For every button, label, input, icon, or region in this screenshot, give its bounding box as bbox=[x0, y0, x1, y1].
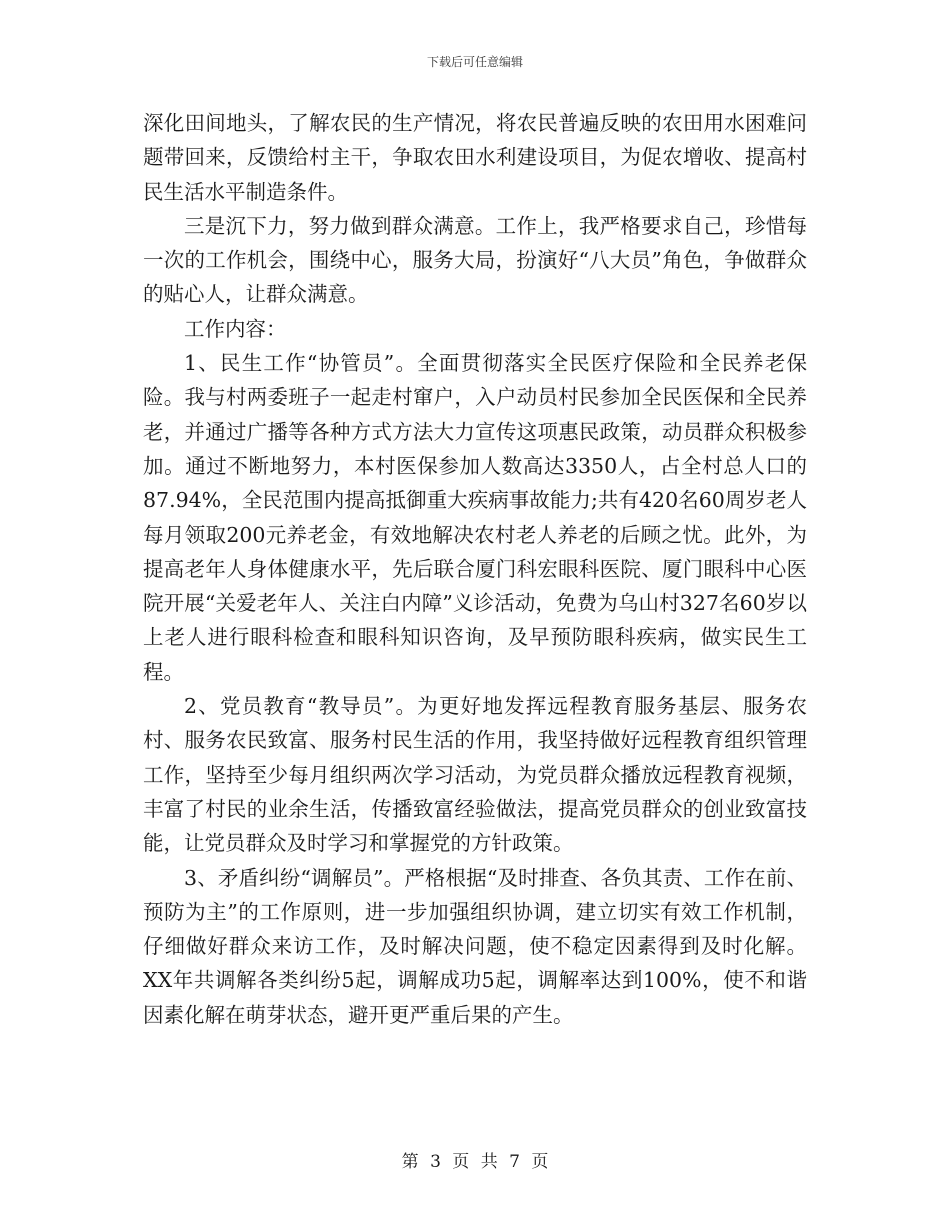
paragraph: 深化田间地头，了解农民的生产情况，将农民普遍反映的农田用水困难问题带回来，反馈给村主干，争取农田水利建设项目，为促农增收、提高村民生活水平制造条件。 bbox=[143, 111, 807, 204]
page-number-footer: 第 3 页 共 7 页 bbox=[401, 1152, 549, 1172]
paragraph: 3、矛盾纠纷“调解员”。严格根据“及时排查、各负其责、工作在前、预防为主”的工作原则，进一步加强组织协调，建立切实有效工作机制，仔细做好群众来访工作，及时解决问题，使不稳定因素得到及时化解。XX年共调解各类纠纷5起，调解成功5起，调解率达到100%，使不和谐因素化解在萌芽状态，避开更严重后果的产生。 bbox=[143, 865, 807, 1027]
paragraph: 1、民生工作“协管员”。全面贯彻落实全民医疗保险和全民养老保险。我与村两委班子一起走村窜户，入户动员村民参加全民医保和全民养老，并通过广播等各种方式方法大力宣传这项惠民政策，动员群众积极参加。通过不断地努力，本村医保参加人数高达3350人，占全村总人口的87.94%，全民范围内提高抵御重大疾病事故能力;共有420名60周岁老人每月领取200元养老金，有效地解决农村老人养老的后顾之忧。此外，为提高老年人身体健康水平，先后联合厦门科宏眼科医院、厦门眼科中心医院开展“关爱老年人、关注白内障”义诊活动，免费为乌山村327名60岁以上老人进行眼科检查和眼科知识咨询，及早预防眼科疾病，做实民生工程。 bbox=[143, 351, 807, 684]
document-body bbox=[143, 106, 807, 1032]
paragraph: 工作内容： bbox=[184, 316, 287, 341]
page-header-note: 下载后可任意编辑 bbox=[426, 55, 523, 69]
paragraph: 2、党员教育“教导员”。为更好地发挥远程教育服务基层、服务农村、服务农民致富、服务村民生活的作用，我坚持做好远程教育组织管理工作，坚持至少每月组织两次学习活动，为党员群众播放远程教育视频，丰富了村民的业余生活，传播致富经验做法，提高党员群众的创业致富技能，让党员群众及时学习和掌握党的方针政策。 bbox=[143, 694, 807, 856]
paragraph: 三是沉下力，努力做到群众满意。工作上，我严格要求自己，珍惜每一次的工作机会，围绕中心，服务大局，扮演好“八大员”角色，争做群众的贴心人，让群众满意。 bbox=[143, 213, 807, 307]
